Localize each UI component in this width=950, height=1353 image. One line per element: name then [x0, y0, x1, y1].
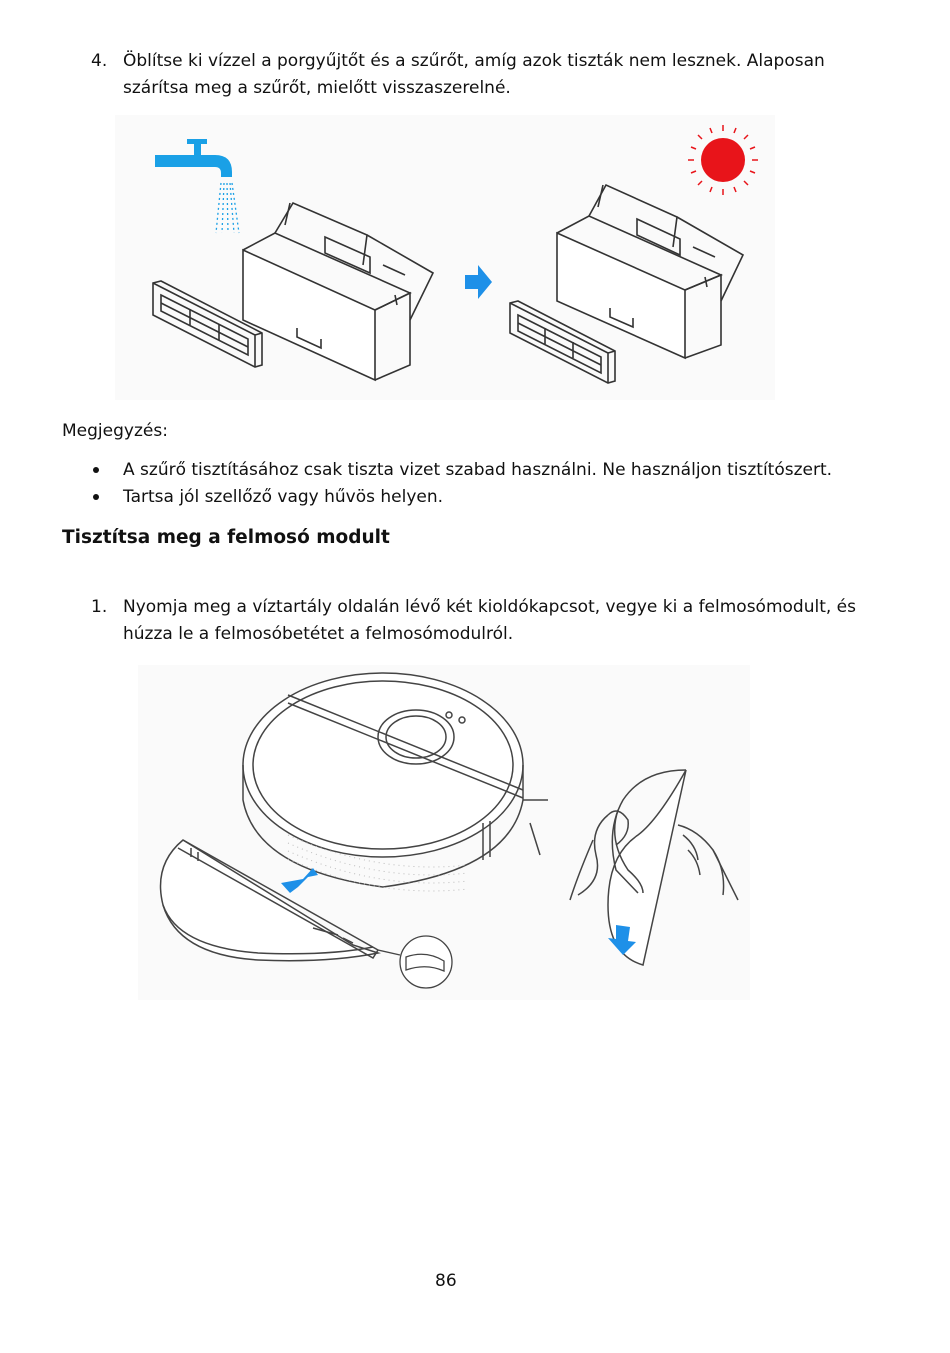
step-text-line1: Öblítse ki vízzel a porgyűjtőt és a szűrőt, amíg azok tiszták nem lesznek. Alaposan: [123, 51, 825, 71]
step-text-line2: szárítsa meg a szűrőt, mielőtt visszaszerelné.: [123, 78, 511, 98]
note-label: Megjegyzés:: [62, 421, 168, 441]
bullet-dot: [93, 494, 99, 500]
figure-dustbin-rinse: [115, 115, 775, 400]
step-number: 4.: [91, 51, 108, 71]
note-bullet-2: Tartsa jól szellőző vagy hűvös helyen.: [123, 487, 444, 507]
step-text-line2: húzza le a felmosóbetétet a felmosómodulról.: [123, 624, 514, 644]
section-heading: Tisztítsa meg a felmosó modult: [62, 527, 390, 548]
page-number: 86: [435, 1271, 457, 1291]
note-bullet-1: A szűrő tisztításához csak tiszta vizet szabad használni. Ne használjon tisztítószert.: [123, 460, 833, 480]
step-text-line1: Nyomja meg a víztartály oldalán lévő két kioldókapcsot, vegye ki a felmosómodult, és: [123, 597, 857, 617]
figure-mop-module-removal: [138, 665, 750, 1000]
bullet-dot: [93, 467, 99, 473]
step-number: 1.: [91, 597, 108, 617]
